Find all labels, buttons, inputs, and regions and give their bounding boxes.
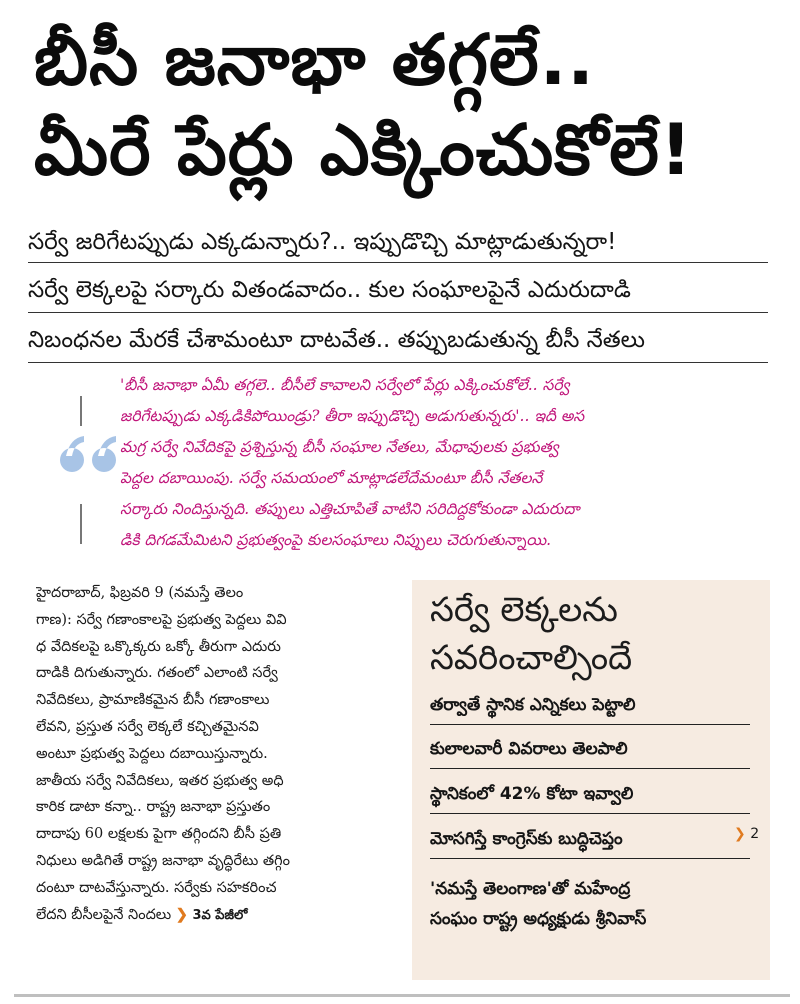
body-line: ధ వేదికలపై ఒక్కొక్కరు ఒక్కో తీరుగా ఎదురు xyxy=(36,638,281,655)
sidebar-item: మోసగిస్తే కాంగ్రెస్‌కు బుద్ధిచెప్తం xyxy=(430,826,750,859)
body-line: హైదరాబాద్, ఫిబ్రవరి 9 (నమస్తే తెలం xyxy=(36,585,244,601)
headline-line-1: బీసీ జనాభా తగ్గలే.. xyxy=(34,19,595,101)
sidebar-item: తర్వాతే స్థానిక ఎన్నికలు పెట్టాలి xyxy=(430,692,750,725)
pull-quote-line: డికి దిగడమేమిటని ప్రభుత్వంపై కులసంఘాలు నిప్పులు చెరుగుతున్నాయి. xyxy=(120,531,552,549)
continue-arrow-icon: ❯ xyxy=(175,905,188,923)
sidebar-item: 'నమస్తే తెలంగాణ'తో మహేంద్ర xyxy=(430,879,631,899)
divider xyxy=(28,312,768,313)
body-line: జాతీయ సర్వే నివేదికలు, ఇతర ప్రభుత్వ అధి xyxy=(36,772,284,789)
body-line: దాదాపు 60 లక్షలకు పైగా తగ్గిందని బీసీ ప్రతి xyxy=(36,826,282,843)
pull-quote-line: పెద్దల దబాయింపు. సర్వే సమయంలో మాట్లాడలేదేమంటూ బీసీ నేతలనే xyxy=(120,469,543,487)
bottom-divider xyxy=(14,994,790,997)
sidebar-item: కులాలవారీ వివరాలు తెలపాలి xyxy=(430,736,750,769)
chevron-right-icon: ❯ xyxy=(734,826,746,842)
body-line-last xyxy=(36,902,412,930)
pull-quote-line: మగ్ర సర్వే నివేదికపై ప్రశ్నిస్తున్న బీసీ సంఘాల నేతలు, మేధావులకు ప్రభుత్వ xyxy=(120,438,559,456)
body-line: కారిక డాటా కన్నా.. రాష్ట్ర జనాభా ప్రస్తుతం xyxy=(36,799,271,816)
headline-line-2: మీరే పేర్లు ఎక్కించుకోలే! xyxy=(34,109,693,191)
body-line: నిధులు అడిగితే రాష్ట్ర జనాభా వృద్ధిరేటు తగ్గిం xyxy=(36,852,290,869)
sidebar-item: స్థానికంలో 42% కోటా ఇవ్వాలి xyxy=(430,781,750,814)
deck-line-3: నిబంధనల మేరకే చేశామంటూ దాటవేత.. తప్పుబడుతున్న బీసీ నేతలు xyxy=(28,327,645,353)
pull-quote-line: 'బీసీ జనాభా ఏమీ తగ్గలె.. బీసీలే కావాలని సర్వేలో పేర్లు ఎక్కించుకోలే.. సర్వే xyxy=(120,376,570,394)
quote-icon xyxy=(52,426,124,486)
sidebar-item: సంఘం రాష్ట్ర అధ్యక్షుడు శ్రీనివాస్ xyxy=(430,909,647,929)
deck-line-2: సర్వే లెక్కలపై సర్కారు వితండవాదం.. కుల సంఘాలపైనే ఎదురుదాడి xyxy=(28,277,631,303)
sidebar-box xyxy=(412,580,770,980)
divider xyxy=(28,262,768,263)
quote-divider xyxy=(80,396,82,426)
sidebar-title-line-2: సవరించాల్సిందే xyxy=(430,638,633,678)
body-line-text: లేదని బీసీలపైనే నిందలు xyxy=(36,906,172,923)
pull-quote-line: సర్కారు నిందిస్తున్నది. తప్పులు ఎత్తిచూపితే వాటిని సరిదిద్దకోకుండా ఎదురుదా xyxy=(120,500,580,518)
newspaper-page xyxy=(14,8,790,998)
page-reference-number: 2 xyxy=(750,826,760,842)
body-line: నివేదికలు, ప్రామాణికమైన బీసీ గణాంకాలు xyxy=(36,692,270,709)
body-line: అంటూ ప్రభుత్వ పెద్దలు దబాయిస్తున్నారు. xyxy=(36,745,268,762)
continuation-ref[interactable]: 3వ పేజీలో xyxy=(192,907,248,923)
body-line: గాణ): సర్వే గణాంకాలపై ప్రభుత్వ పెద్దలు వివి xyxy=(36,611,287,628)
pull-quote xyxy=(120,370,770,556)
divider xyxy=(28,362,768,363)
body-line: దాడికి దిగుతున్నారు. గతంలో ఎలాంటి సర్వే xyxy=(36,665,278,682)
body-line: లేవని, ప్రస్తుత సర్వే లెక్కలే కచ్చితమైనవి xyxy=(36,718,259,735)
sidebar-title-line-1: సర్వే లెక్కలను xyxy=(430,590,618,630)
page-reference[interactable] xyxy=(734,826,759,842)
body-line: దంటూ దాటవేస్తున్నారు. సర్వేకు సహకరించ xyxy=(36,879,277,896)
pull-quote-line: జరిగేటప్పుడు ఎక్కడికిపోయిండ్రు? తీరా ఇప్పుడొచ్చి అడుగుతున్నరు'.. ఇదీ అస xyxy=(120,407,585,425)
quote-divider xyxy=(80,504,82,544)
sidebar-title xyxy=(430,586,760,682)
article-body xyxy=(36,580,412,929)
deck-line-1: సర్వే జరిగేటప్పుడు ఎక్కడున్నారు?.. ఇప్పుడొచ్చి మాట్లాడుతున్నరా! xyxy=(28,229,617,255)
